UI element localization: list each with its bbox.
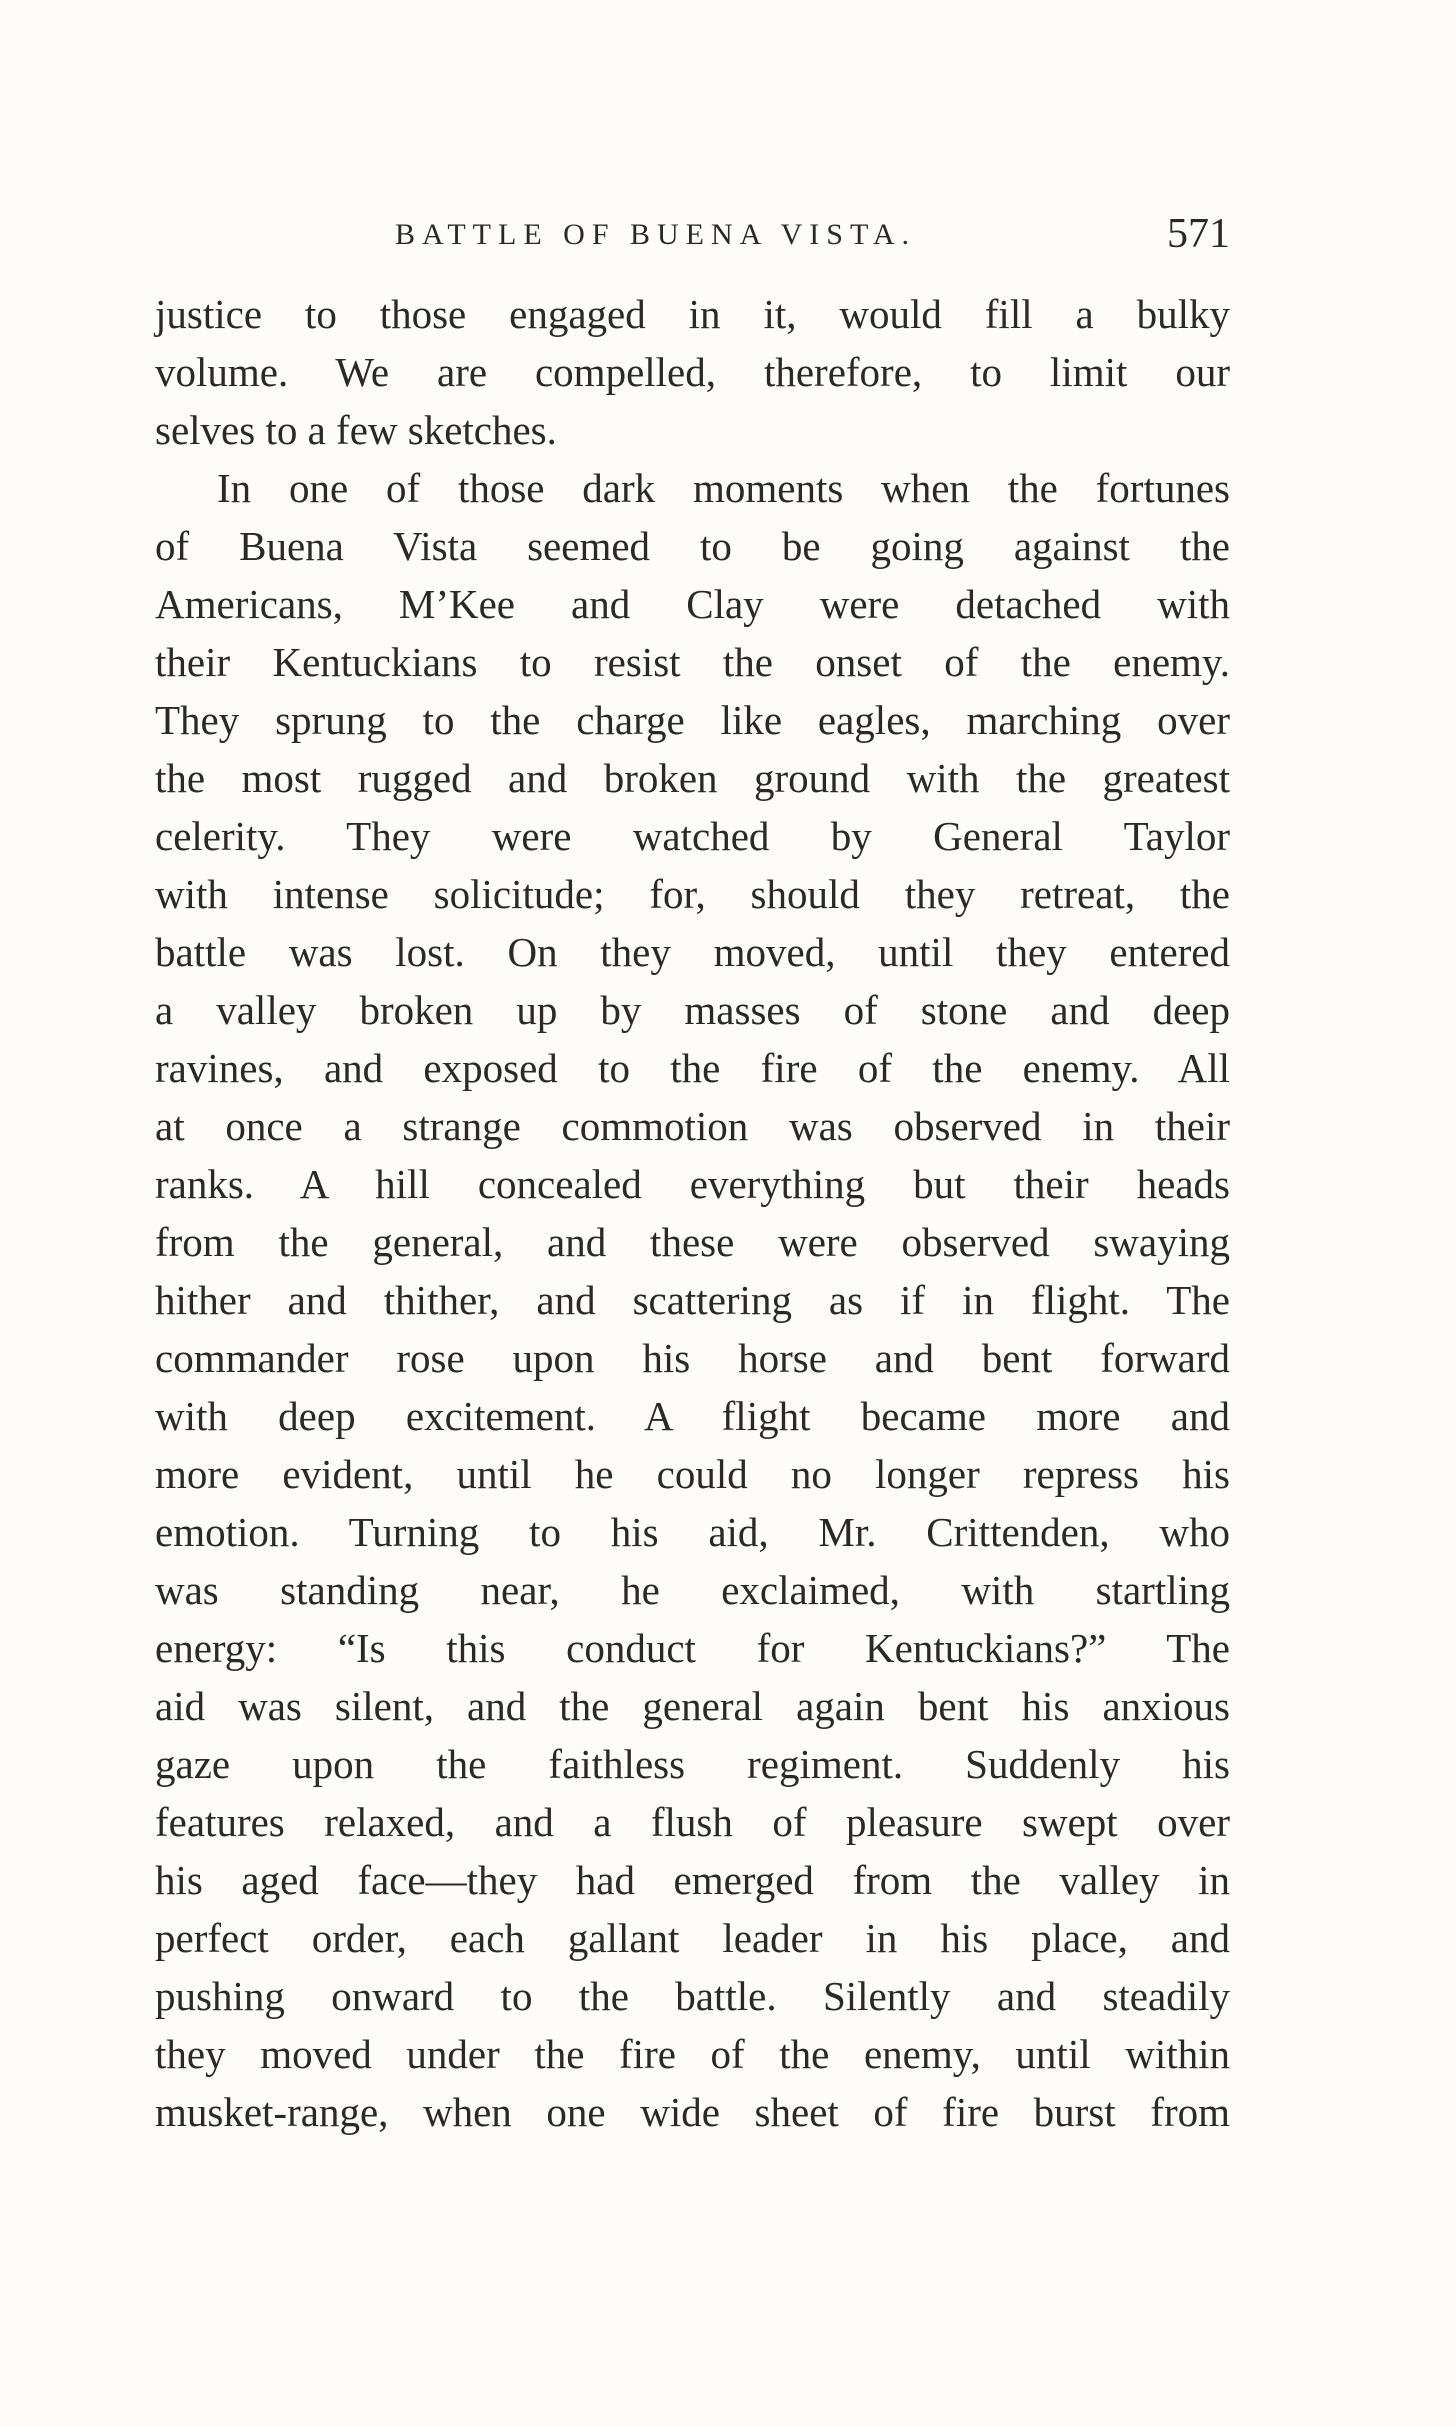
text-line: ravines, and exposed to the fire of the enemy. All — [155, 1045, 1230, 1091]
page-number: 571 — [1167, 211, 1230, 257]
text-line: with intense solicitude; for, should they retreat, the — [155, 871, 1230, 917]
text-line: justice to those engaged in it, would fill a bulky — [155, 291, 1230, 337]
text-line: more evident, until he could no longer repress his — [155, 1451, 1230, 1497]
running-title: BATTLE OF BUENA VISTA. — [395, 218, 917, 251]
text-line: was standing near, he exclaimed, with startling — [155, 1567, 1230, 1613]
text-line: at once a strange commotion was observed in their — [155, 1103, 1230, 1149]
text-line: features relaxed, and a flush of pleasure swept over — [155, 1799, 1230, 1845]
text-line: hither and thither, and scattering as if in flight. The — [155, 1277, 1230, 1323]
text-line: volume. We are compelled, therefore, to limit our — [155, 349, 1230, 395]
text-line: emotion. Turning to his aid, Mr. Crittenden, who — [155, 1509, 1230, 1555]
text-line: Americans, M’Kee and Clay were detached with — [155, 581, 1230, 627]
text-line: they moved under the fire of the enemy, until within — [155, 2031, 1230, 2077]
text-line: selves to a few sketches. — [155, 407, 557, 453]
text-line: his aged face—they had emerged from the valley in — [155, 1857, 1230, 1903]
running-head — [155, 212, 1230, 262]
text-line: energy: “Is this conduct for Kentuckians?” The — [155, 1625, 1230, 1671]
text-line: a valley broken up by masses of stone and deep — [155, 987, 1230, 1033]
body-text — [155, 285, 1230, 2141]
text-line: musket-range, when one wide sheet of fire burst from — [155, 2089, 1230, 2135]
text-line: commander rose upon his horse and bent forward — [155, 1335, 1230, 1381]
text-line: their Kentuckians to resist the onset of the enemy. — [155, 639, 1230, 685]
text-line: perfect order, each gallant leader in his place, and — [155, 1915, 1230, 1961]
text-line: celerity. They were watched by General Taylor — [155, 813, 1230, 859]
paragraph-1 — [155, 285, 1230, 459]
text-line: the most rugged and broken ground with the greatest — [155, 755, 1230, 801]
text-line: pushing onward to the battle. Silently and steadily — [155, 1973, 1230, 2019]
text-line: ranks. A hill concealed everything but their heads — [155, 1161, 1230, 1207]
text-line: of Buena Vista seemed to be going against the — [155, 523, 1230, 569]
text-line: aid was silent, and the general again bent his anxious — [155, 1683, 1230, 1729]
text-line: In one of those dark moments when the fortunes — [217, 465, 1230, 511]
paragraph-2 — [155, 459, 1230, 2141]
text-line: gaze upon the faithless regiment. Suddenly his — [155, 1741, 1230, 1787]
text-line: from the general, and these were observed swaying — [155, 1219, 1230, 1265]
text-line: with deep excitement. A flight became more and — [155, 1393, 1230, 1439]
text-line: battle was lost. On they moved, until they entered — [155, 929, 1230, 975]
text-line: They sprung to the charge like eagles, marching over — [155, 697, 1230, 743]
